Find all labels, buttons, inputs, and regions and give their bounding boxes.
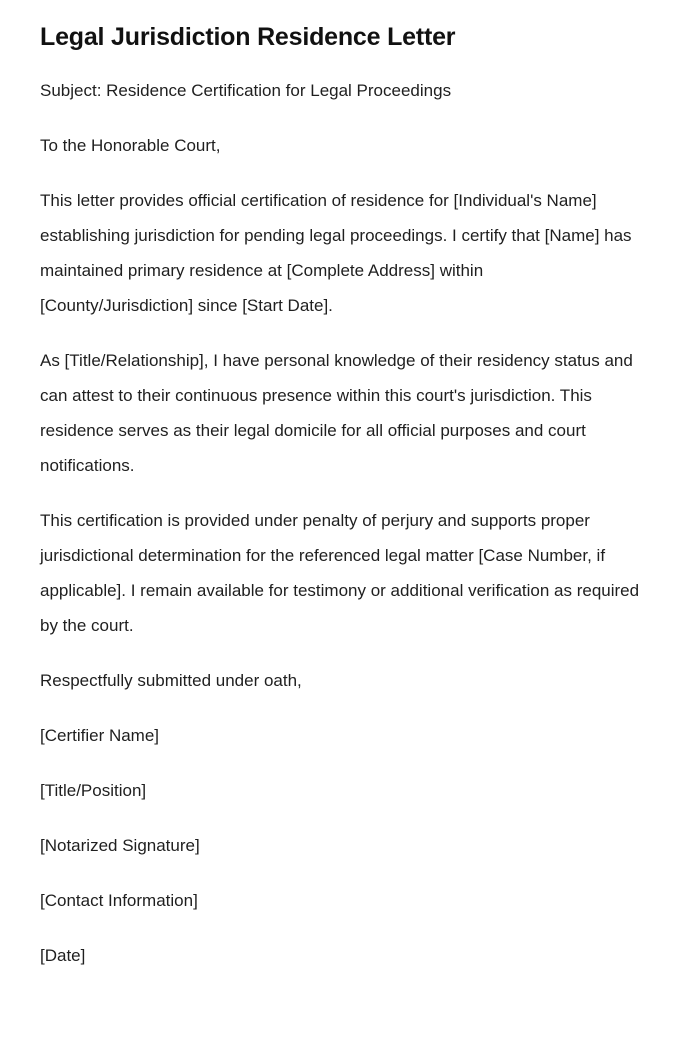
body-paragraph-1: This letter provides official certification of residence for [Individual's Name] establishing jurisdiction for pending legal proceedings. I certify that [Name] has maintained primary residence at [Complete Address] within [County/Jurisdiction] since [Start Date].: [40, 191, 632, 316]
signature-notarized-signature: [Notarized Signature]: [40, 836, 200, 856]
body-paragraph-3: This certification is provided under penalty of perjury and supports proper jurisdictional determination for the referenced legal matter [Case Number, if applicable]. I remain available for testimony or additional verification as required by the court.: [40, 511, 640, 636]
body-paragraph-2: As [Title/Relationship], I have personal knowledge of their residency status and can attest to their continuous presence within this court's jurisdiction. This residence serves as their legal domicile for all official purposes and court notifications.: [40, 351, 633, 476]
signature-date: [Date]: [40, 946, 86, 966]
signature-contact-information: [Contact Information]: [40, 891, 198, 911]
salutation: To the Honorable Court,: [40, 136, 221, 156]
signature-title-position: [Title/Position]: [40, 781, 147, 801]
closing-line: Respectfully submitted under oath,: [40, 671, 302, 691]
subject-line: Subject: Residence Certification for Legal Proceedings: [40, 81, 452, 101]
page-title: Legal Jurisdiction Residence Letter: [40, 23, 456, 51]
signature-block: [40, 718, 660, 973]
signature-certifier-name: [Certifier Name]: [40, 726, 160, 746]
